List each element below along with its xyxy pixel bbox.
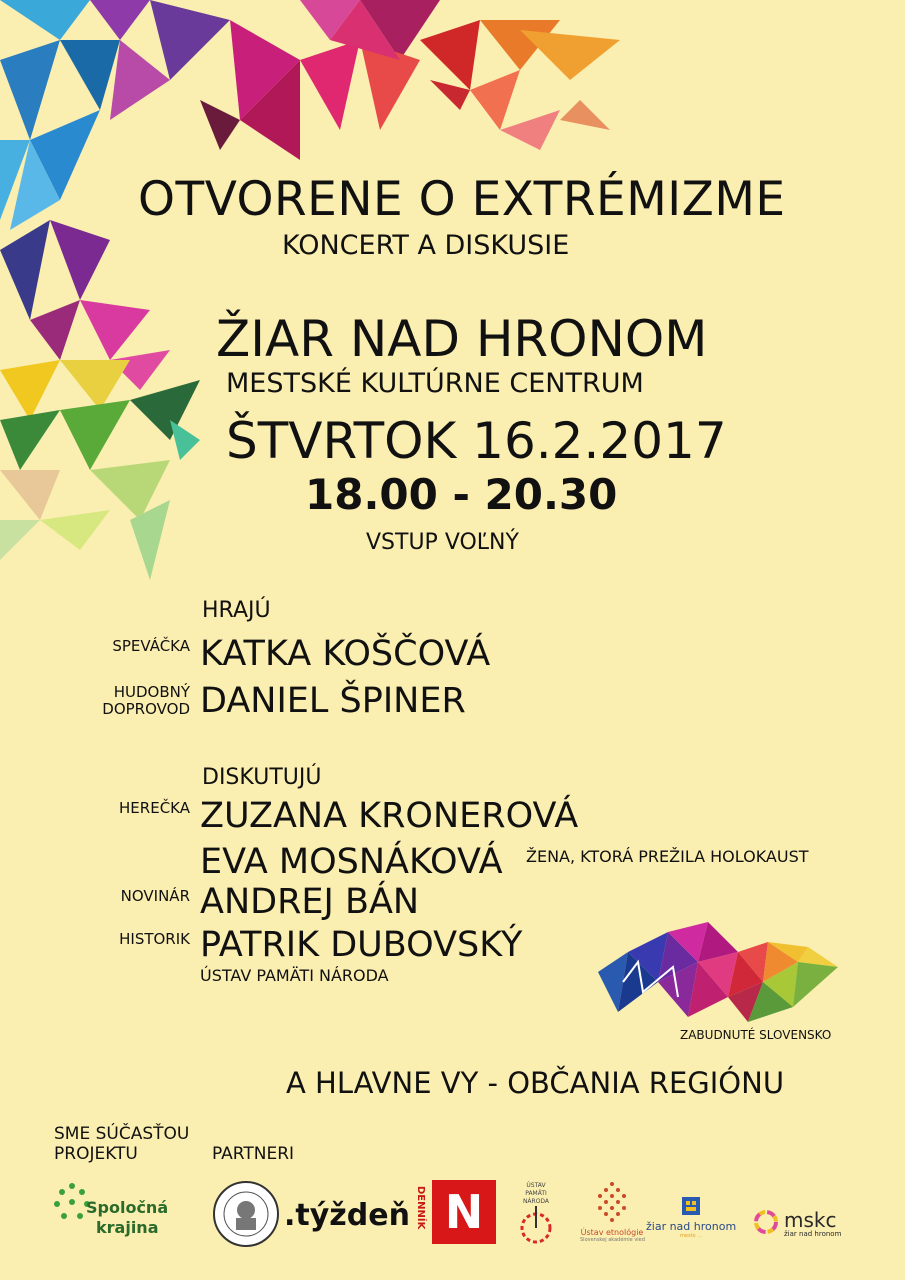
discussant-note: ÚSTAV PAMÄTI NÁRODA [200,966,389,985]
performer-name: DANIEL ŠPINER [200,681,466,721]
logo-line: Ústav etnológie [580,1228,644,1237]
university-seal [212,1180,280,1248]
tyzden-logo: .týždeň [284,1198,410,1233]
discussant-role: NOVINÁR [120,887,190,905]
project-label-line: SME SÚČASŤOU [54,1124,190,1144]
discussant-name: PATRIK DUBOVSKÝ [200,925,523,965]
event-date: ŠTVRTOK 16.2.2017 [226,412,727,470]
logo-line: ÚSTAV [526,1182,546,1189]
project-label-line: PROJEKTU [54,1144,138,1164]
logo-line: mesto ... [680,1233,702,1239]
logo-line: N [432,1180,496,1244]
logo-line: DENNÍK [415,1186,426,1230]
logo-line: mskc [784,1208,837,1232]
event-time: 18.00 - 20.30 [305,470,618,519]
project-logo-caption: ZABUDNUTÉ SLOVENSKO [680,1028,832,1042]
mskc-logo [752,1208,852,1240]
partners-label: PARTNERI [212,1144,295,1164]
performer-name: KATKA KOŠČOVÁ [200,634,491,674]
logo-line: Spoločná [86,1198,169,1217]
project-label [54,1124,189,1164]
discussant-role: HEREČKA [119,799,190,817]
dennik-n-logo [412,1180,498,1248]
spolocna-krajina-logo [52,1180,182,1250]
ustav-etnologie-logo [580,1180,644,1250]
discussants-heading: DISKUTUJÚ [202,765,322,790]
logo-line: Slovenskej akadémie vied [580,1237,645,1243]
performers-heading: HRAJÚ [202,598,271,623]
event-venue: MESTSKÉ KULTÚRNE CENTRUM [226,368,644,399]
event-subtitle: KONCERT A DISKUSIE [282,230,570,261]
discussant-name: ANDREJ BÁN [200,882,420,922]
logo-line: PAMÄTI [525,1190,547,1197]
discussant-note: ŽENA, KTORÁ PREŽILA HOLOKAUST [526,847,809,866]
zabudnute-slovensko-logo [588,922,848,1032]
event-title: OTVORENE O EXTRÉMIZME [138,172,786,227]
logo-line: NÁRODA [522,1198,550,1205]
performer-role: SPEVÁČKA [112,637,190,655]
ziar-logo [646,1196,736,1240]
mskc-ring-icon [752,1208,780,1236]
pattern-icon [592,1180,632,1224]
discussant-name: EVA MOSNÁKOVÁ [200,842,503,882]
logo-line: žiar nad hronom [646,1220,737,1233]
role-line: DOPROVOD [102,700,190,718]
entry-info: VSTUP VOĽNÝ [366,530,519,555]
logo-line: žiar nad hronom [784,1230,842,1238]
closing-line: A HLAVNE VY - OBČANIA REGIÓNU [286,1066,785,1100]
role-line: HUDOBNÝ [113,683,190,701]
flame-icon [516,1206,556,1244]
upn-logo [510,1182,562,1250]
event-city: ŽIAR NAD HRONOM [216,310,708,368]
discussant-name: ZUZANA KRONEROVÁ [200,796,579,836]
town-crest-icon [681,1196,701,1216]
logo-line: krajina [96,1218,159,1237]
performer-role [0,684,190,718]
discussant-role: HISTORIK [119,930,190,948]
